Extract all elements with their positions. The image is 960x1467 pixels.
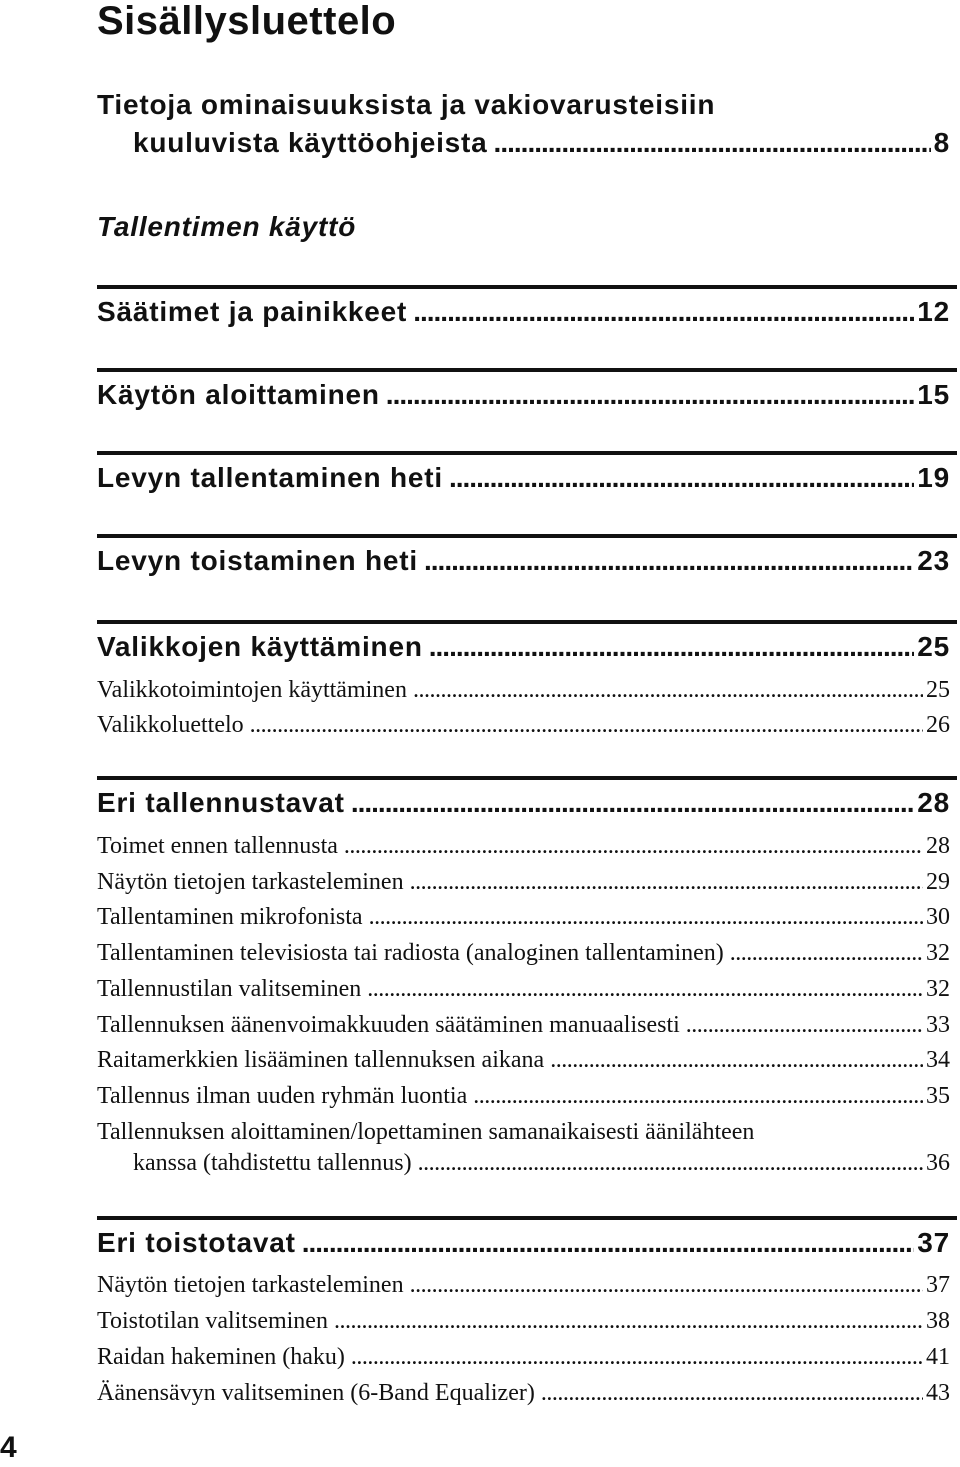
toc-page-number: 26 [926, 712, 950, 738]
toc-page-number: 34 [926, 1047, 950, 1073]
toc-entry-intro[interactable] [133, 126, 950, 160]
toc-section-title: Käytön aloittaminen [97, 379, 380, 410]
toc-entry-title: Näytön tietojen tarkasteleminen [97, 869, 404, 895]
dot-leader [494, 126, 931, 160]
page-title: Sisällysluettelo [97, 0, 397, 43]
section-rule [97, 368, 957, 372]
dot-leader [541, 1378, 923, 1408]
toc-entry-title: Raidan hakeminen (haku) [97, 1344, 345, 1370]
toc-page-number: 37 [926, 1272, 950, 1298]
toc-page-number: 32 [926, 976, 950, 1002]
toc-intro-line1: Tietoja ominaisuuksista ja vakiovarusteisiin [97, 89, 716, 120]
toc-section-record-now[interactable] [97, 461, 950, 495]
dot-leader [413, 675, 923, 705]
toc-page-number: 29 [926, 869, 950, 895]
toc-entry[interactable] [97, 938, 950, 968]
toc-section-play-now[interactable] [97, 544, 950, 578]
dot-leader [418, 1148, 923, 1178]
toc-entry-title: Tallennustilan valitseminen [97, 976, 362, 1002]
section-rule [97, 776, 957, 780]
toc-section-playback-modes[interactable] [97, 1226, 950, 1260]
toc-page-number: 41 [926, 1344, 950, 1370]
toc-page-number: 32 [926, 940, 950, 966]
toc-page-number: 35 [926, 1083, 950, 1109]
toc-entry-title: Toimet ennen tallennusta [97, 833, 338, 859]
toc-entry-title: Tallennuksen äänenvoimakkuuden säätäminen manuaalisesti [97, 1012, 680, 1038]
dot-leader [686, 1010, 923, 1040]
toc-entry[interactable] [133, 1148, 950, 1178]
toc-section-title: Levyn tallentaminen heti [97, 462, 443, 493]
dot-leader [386, 378, 914, 412]
toc-page-number: 8 [933, 127, 950, 158]
toc-page-number: 33 [926, 1012, 950, 1038]
toc-entry[interactable] [97, 1081, 950, 1111]
toc-page-number: 38 [926, 1308, 950, 1334]
toc-entry[interactable] [97, 1045, 950, 1075]
toc-entry-title: Valikkotoimintojen käyttäminen [97, 677, 407, 703]
dot-leader [351, 786, 914, 820]
toc-section-title: Valikkojen käyttäminen [97, 631, 423, 662]
dot-leader [429, 630, 915, 664]
dot-leader [424, 544, 914, 578]
section-rule [97, 285, 957, 289]
toc-page-number: 12 [917, 296, 950, 327]
toc-entry-title: Tallentaminen mikrofonista [97, 904, 363, 930]
dot-leader [302, 1226, 915, 1260]
dot-leader [410, 867, 923, 897]
toc-entry[interactable] [97, 902, 950, 932]
toc-entry[interactable] [97, 1342, 950, 1372]
toc-page-number: 25 [926, 677, 950, 703]
dot-leader [449, 461, 914, 495]
dot-leader [250, 710, 923, 740]
toc-entry[interactable] [97, 1378, 950, 1408]
toc-entry-title: kuuluvista käyttöohjeista [133, 127, 488, 158]
dot-leader [413, 295, 914, 329]
toc-section-title: Säätimet ja painikkeet [97, 296, 408, 327]
toc-page-number: 25 [917, 631, 950, 662]
section-rule [97, 1216, 957, 1220]
toc-section-controls[interactable] [97, 295, 950, 329]
toc-entry[interactable] [97, 710, 950, 740]
dot-leader [473, 1081, 923, 1111]
section-rule [97, 534, 957, 538]
toc-page-number: 28 [917, 787, 950, 818]
toc-entry-title: Näytön tietojen tarkasteleminen [97, 1272, 404, 1298]
toc-section-menus[interactable] [97, 630, 950, 664]
toc-entry-title: kanssa (tahdistettu tallennus) [133, 1150, 412, 1176]
toc-section-recording-modes[interactable] [97, 786, 950, 820]
toc-entry-title: Äänensävyn valitseminen (6-Band Equalizer) [97, 1380, 535, 1406]
dot-leader [367, 974, 923, 1004]
toc-page-number: 19 [917, 462, 950, 493]
toc-entry[interactable] [97, 1010, 950, 1040]
toc-entry-title: Toistotilan valitseminen [97, 1308, 328, 1334]
toc-page-number: 30 [926, 904, 950, 930]
section-rule [97, 620, 957, 624]
toc-entry[interactable] [97, 831, 950, 861]
toc-page-number: 43 [926, 1380, 950, 1406]
section-rule [97, 451, 957, 455]
toc-page-number: 28 [926, 833, 950, 859]
toc-entry[interactable] [97, 1306, 950, 1336]
toc-entry-title: Tallentaminen televisiosta tai radiosta (analoginen tallentaminen) [97, 940, 724, 966]
toc-page-number: 23 [917, 545, 950, 576]
part-heading: Tallentimen käyttö [97, 211, 357, 242]
toc-entry-title: Raitamerkkien lisääminen tallennuksen aikana [97, 1047, 545, 1073]
toc-entry-title: Valikkoluettelo [97, 712, 244, 738]
toc-page-number: 37 [917, 1227, 950, 1258]
dot-leader [410, 1270, 923, 1300]
toc-entry[interactable] [97, 1270, 950, 1300]
toc-entry-line1: Tallennuksen aloittaminen/lopettaminen samanaikaisesti äänilähteen [97, 1119, 755, 1145]
toc-entry[interactable] [97, 867, 950, 897]
toc-page-number: 15 [917, 379, 950, 410]
dot-leader [369, 902, 923, 932]
toc-page-number: 36 [926, 1150, 950, 1176]
toc-entry[interactable] [97, 974, 950, 1004]
toc-section-title: Levyn toistaminen heti [97, 545, 418, 576]
dot-leader [344, 831, 923, 861]
toc-section-title: Eri tallennustavat [97, 787, 345, 818]
dot-leader [334, 1306, 923, 1336]
page-number: 4 [0, 1431, 17, 1464]
toc-section-title: Eri toistotavat [97, 1227, 296, 1258]
dot-leader [351, 1342, 923, 1372]
toc-entry-title: Tallennus ilman uuden ryhmän luontia [97, 1083, 468, 1109]
toc-entry[interactable] [97, 675, 950, 705]
dot-leader [550, 1045, 923, 1075]
dot-leader [730, 938, 923, 968]
toc-section-getting-started[interactable] [97, 378, 950, 412]
